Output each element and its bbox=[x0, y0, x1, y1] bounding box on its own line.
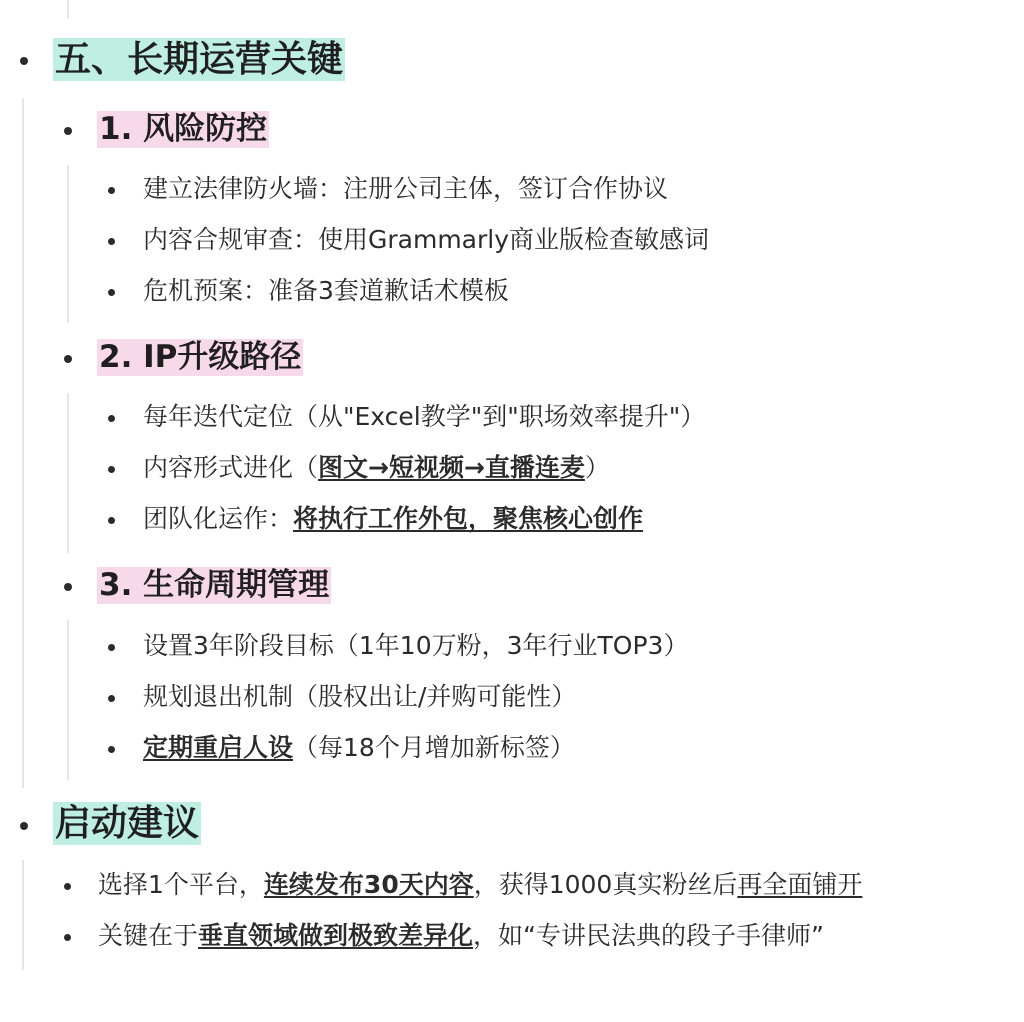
section-guide-line bbox=[22, 98, 24, 788]
launch-guide-line bbox=[22, 860, 24, 970]
bullet-dot bbox=[108, 466, 115, 473]
list-item-text: ，获得1000真实粉丝后 bbox=[473, 870, 738, 899]
list-item: 规划退出机制（股权出让/并购可能性） bbox=[143, 682, 577, 711]
list-item-text: ） bbox=[584, 453, 610, 482]
emphasis-link[interactable]: 垂直领域做到极致差异化 bbox=[198, 921, 474, 950]
bullet-dot bbox=[20, 57, 28, 65]
emphasis-link[interactable]: 将执行工作外包，聚焦核心创作 bbox=[293, 504, 644, 533]
bullet-dot bbox=[108, 238, 115, 245]
list-item-text: 内容形式进化（ bbox=[143, 453, 319, 482]
list-item bbox=[143, 733, 575, 763]
top-guide-line bbox=[67, 0, 69, 18]
emphasis-link[interactable]: 连续发布30天内容 bbox=[263, 870, 474, 899]
bullet-dot bbox=[108, 415, 115, 422]
list-item bbox=[143, 504, 643, 534]
subsection-guide-line bbox=[67, 165, 69, 323]
list-item bbox=[143, 453, 610, 483]
list-item: 建立法律防火墙：注册公司主体，签订合作协议 bbox=[143, 174, 669, 203]
bullet-dot bbox=[64, 355, 72, 363]
subsection-heading: 3. 生命周期管理 bbox=[99, 567, 330, 603]
emphasis-link[interactable]: 图文→短视频→直播连麦 bbox=[318, 453, 585, 482]
section-heading: 启动建议 bbox=[55, 803, 200, 844]
emphasis-link[interactable]: 定期重启人设 bbox=[143, 733, 294, 762]
bullet-dot bbox=[20, 822, 28, 830]
subsection-guide-line bbox=[67, 620, 69, 780]
list-item-text: ，如“专讲民法典的段子手律师” bbox=[473, 921, 824, 950]
bullet-dot bbox=[64, 934, 71, 941]
subsection-heading: 1. 风险防控 bbox=[99, 111, 268, 147]
bullet-dot bbox=[64, 883, 71, 890]
list-item-text: 关键在于 bbox=[98, 921, 199, 950]
list-item bbox=[98, 870, 862, 900]
bullet-dot bbox=[108, 644, 115, 651]
underlined-text[interactable]: 再全面铺开 bbox=[737, 870, 863, 899]
bullet-dot bbox=[64, 127, 72, 135]
list-item-text: （每18个月增加新标签） bbox=[293, 733, 575, 762]
bullet-dot bbox=[64, 583, 72, 591]
subsection-heading: 2. IP升级路径 bbox=[99, 339, 302, 375]
list-item: 危机预案：准备3套道歉话术模板 bbox=[143, 276, 509, 305]
bullet-dot bbox=[108, 746, 115, 753]
list-item-text: 团队化运作： bbox=[143, 504, 294, 533]
subsection-guide-line bbox=[67, 393, 69, 553]
section-heading: 五、长期运营关键 bbox=[55, 39, 344, 80]
list-item: 每年迭代定位（从"Excel教学"到"职场效率提升"） bbox=[143, 402, 706, 431]
list-item: 内容合规审查：使用Grammarly商业版检查敏感词 bbox=[143, 225, 710, 254]
list-item bbox=[98, 921, 824, 951]
bullet-dot bbox=[108, 187, 115, 194]
list-item-text: 选择1个平台， bbox=[98, 870, 264, 899]
bullet-dot bbox=[108, 289, 115, 296]
bullet-dot bbox=[108, 517, 115, 524]
list-item: 设置3年阶段目标（1年10万粉，3年行业TOP3） bbox=[143, 631, 689, 660]
bullet-dot bbox=[108, 695, 115, 702]
